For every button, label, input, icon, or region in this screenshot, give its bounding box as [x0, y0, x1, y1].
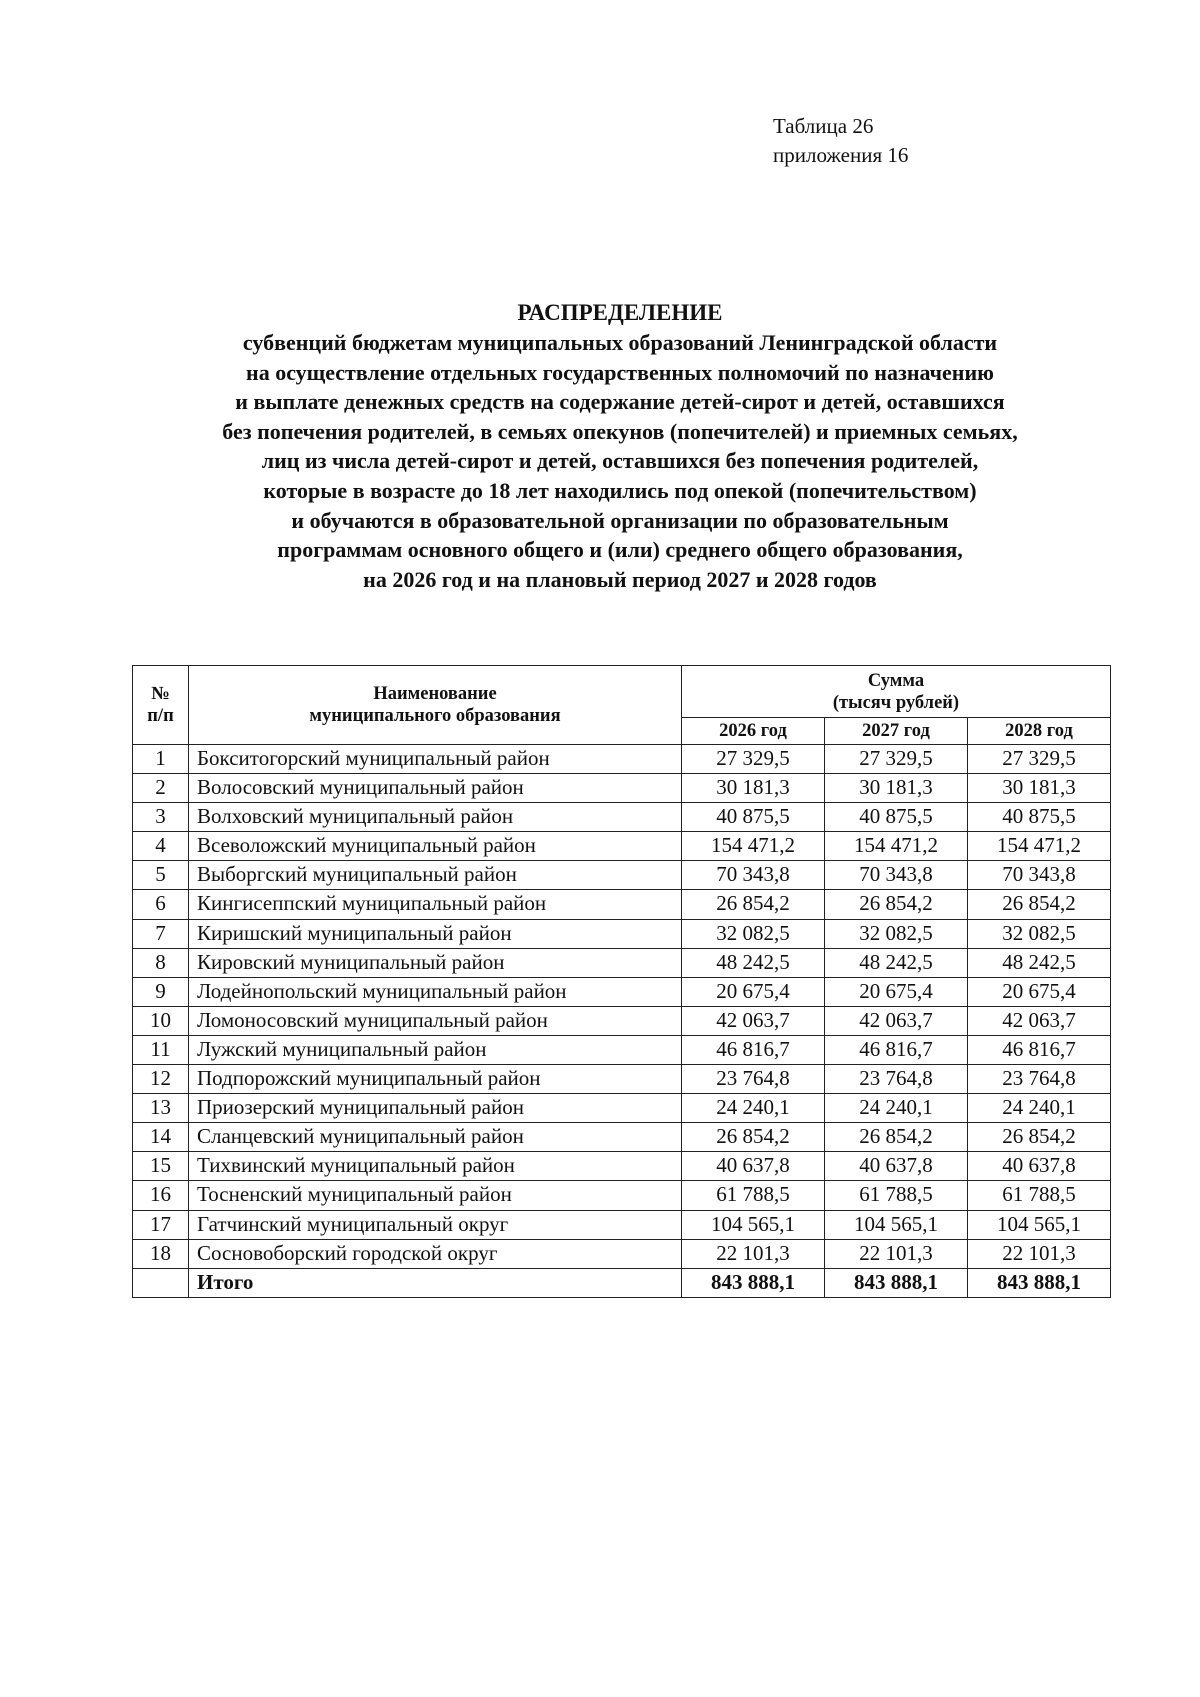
table-row	[133, 774, 1111, 803]
title-heading: РАСПРЕДЕЛЕНИЕ	[517, 300, 723, 325]
amount-2027: 61 788,5	[825, 1181, 968, 1210]
table-row	[133, 1210, 1111, 1239]
municipality-name: Лодейнопольский муниципальный район	[189, 977, 682, 1006]
municipality-name: Волховский муниципальный район	[189, 803, 682, 832]
row-number: 10	[133, 1006, 189, 1035]
amount-2028: 27 329,5	[968, 745, 1111, 774]
table-row	[133, 861, 1111, 890]
title-line: без попечения родителей, в семьях опекунов (попечителей) и приемных семьях,	[222, 418, 1018, 444]
amount-2026: 61 788,5	[682, 1181, 825, 1210]
document-title	[100, 298, 1140, 594]
row-number: 9	[133, 977, 189, 1006]
table-row	[133, 919, 1111, 948]
amount-2026: 32 082,5	[682, 919, 825, 948]
row-number: 3	[133, 803, 189, 832]
title-line: программам основного общего и (или) среднего общего образования,	[277, 537, 963, 563]
table-row	[133, 977, 1111, 1006]
amount-2026: 30 181,3	[682, 774, 825, 803]
row-number: 8	[133, 948, 189, 977]
amount-2028: 30 181,3	[968, 774, 1111, 803]
table-row	[133, 1239, 1111, 1268]
row-number: 5	[133, 861, 189, 890]
municipality-name: Выборгский муниципальный район	[189, 861, 682, 890]
table-row	[133, 1065, 1111, 1094]
municipality-name: Всеволожский муниципальный район	[189, 832, 682, 861]
reference-table-number: Таблица 26	[773, 114, 874, 138]
table-row	[133, 1006, 1111, 1035]
amount-2028: 154 471,2	[968, 832, 1111, 861]
total-2027: 843 888,1	[825, 1268, 968, 1297]
total-row	[133, 1268, 1111, 1297]
amount-2028: 40 637,8	[968, 1152, 1111, 1181]
row-number: 1	[133, 745, 189, 774]
amount-2028: 23 764,8	[968, 1065, 1111, 1094]
amount-2028: 46 816,7	[968, 1035, 1111, 1064]
municipality-name: Приозерский муниципальный район	[189, 1094, 682, 1123]
amount-2027: 70 343,8	[825, 861, 968, 890]
document-reference	[773, 112, 908, 170]
table-row	[133, 1123, 1111, 1152]
amount-2027: 23 764,8	[825, 1065, 968, 1094]
amount-2026: 27 329,5	[682, 745, 825, 774]
amount-2027: 30 181,3	[825, 774, 968, 803]
header-number-abbr: п/п	[147, 706, 174, 726]
amount-2027: 40 637,8	[825, 1152, 968, 1181]
amount-2027: 40 875,5	[825, 803, 968, 832]
amount-2028: 26 854,2	[968, 1123, 1111, 1152]
total-label: Итого	[189, 1268, 682, 1297]
amount-2026: 20 675,4	[682, 977, 825, 1006]
title-line: которые в возрасте до 18 лет находились под опекой (попечительством)	[263, 477, 977, 503]
table-row	[133, 832, 1111, 861]
amount-2028: 104 565,1	[968, 1210, 1111, 1239]
header-sum	[682, 666, 1111, 718]
amount-2026: 48 242,5	[682, 948, 825, 977]
amount-2028: 70 343,8	[968, 861, 1111, 890]
total-number-cell	[133, 1268, 189, 1297]
header-year-2028: 2028 год	[968, 718, 1111, 745]
amount-2027: 27 329,5	[825, 745, 968, 774]
subvention-distribution-table	[132, 665, 1111, 1298]
title-line: субвенций бюджетам муниципальных образований Ленинградской области	[242, 330, 998, 355]
amount-2026: 40 875,5	[682, 803, 825, 832]
amount-2028: 20 675,4	[968, 977, 1111, 1006]
row-number: 14	[133, 1123, 189, 1152]
amount-2028: 22 101,3	[968, 1239, 1111, 1268]
table-row	[133, 948, 1111, 977]
amount-2026: 26 854,2	[682, 1123, 825, 1152]
table-row	[133, 890, 1111, 919]
title-line: и обучаются в образовательной организации по образовательным	[291, 507, 949, 533]
row-number: 12	[133, 1065, 189, 1094]
reference-appendix-number: приложения 16	[773, 143, 909, 167]
municipality-name: Бокситогорский муниципальный район	[189, 745, 682, 774]
title-line: на 2026 год и на плановый период 2027 и 2028 годов	[363, 566, 877, 592]
total-2026: 843 888,1	[682, 1268, 825, 1297]
row-number: 18	[133, 1239, 189, 1268]
row-number: 4	[133, 832, 189, 861]
amount-2026: 70 343,8	[682, 861, 825, 890]
municipality-name: Тихвинский муниципальный район	[189, 1152, 682, 1181]
municipality-name: Подпорожский муниципальный район	[189, 1065, 682, 1094]
municipality-name: Ломоносовский муниципальный район	[189, 1006, 682, 1035]
amount-2026: 23 764,8	[682, 1065, 825, 1094]
amount-2026: 42 063,7	[682, 1006, 825, 1035]
table-row	[133, 745, 1111, 774]
amount-2026: 46 816,7	[682, 1035, 825, 1064]
amount-2027: 154 471,2	[825, 832, 968, 861]
amount-2027: 48 242,5	[825, 948, 968, 977]
header-sum-units: (тысяч рублей)	[832, 692, 960, 713]
header-name-line2: муниципального образования	[309, 706, 561, 726]
row-number: 7	[133, 919, 189, 948]
amount-2026: 24 240,1	[682, 1094, 825, 1123]
amount-2028: 42 063,7	[968, 1006, 1111, 1035]
municipality-name: Кировский муниципальный район	[189, 948, 682, 977]
amount-2027: 24 240,1	[825, 1094, 968, 1123]
amount-2026: 26 854,2	[682, 890, 825, 919]
amount-2028: 48 242,5	[968, 948, 1111, 977]
amount-2027: 32 082,5	[825, 919, 968, 948]
row-number: 2	[133, 774, 189, 803]
header-year-2026: 2026 год	[682, 718, 825, 745]
amount-2028: 40 875,5	[968, 803, 1111, 832]
title-line: и выплате денежных средств на содержание детей-сирот и детей, оставшихся	[235, 389, 1005, 415]
table-row	[133, 1035, 1111, 1064]
row-number: 15	[133, 1152, 189, 1181]
title-line: на осуществление отдельных государственных полномочий по назначению	[246, 359, 994, 385]
table-body	[133, 745, 1111, 1269]
row-number: 6	[133, 890, 189, 919]
table-row	[133, 1152, 1111, 1181]
row-number: 11	[133, 1035, 189, 1064]
row-number: 13	[133, 1094, 189, 1123]
municipality-name: Сосновоборский городской округ	[189, 1239, 682, 1268]
header-sum-line1: Сумма	[867, 670, 925, 691]
amount-2027: 104 565,1	[825, 1210, 968, 1239]
amount-2027: 46 816,7	[825, 1035, 968, 1064]
total-2028: 843 888,1	[968, 1268, 1111, 1297]
table-row	[133, 1181, 1111, 1210]
header-number	[133, 666, 189, 745]
municipality-name: Сланцевский муниципальный район	[189, 1123, 682, 1152]
header-number-symbol: №	[151, 684, 170, 704]
amount-2028: 24 240,1	[968, 1094, 1111, 1123]
municipality-name: Волосовский муниципальный район	[189, 774, 682, 803]
municipality-name: Гатчинский муниципальный округ	[189, 1210, 682, 1239]
amount-2027: 26 854,2	[825, 890, 968, 919]
header-name	[189, 666, 682, 745]
amount-2027: 26 854,2	[825, 1123, 968, 1152]
header-name-line1: Наименование	[373, 684, 497, 704]
municipality-name: Тосненский муниципальный район	[189, 1181, 682, 1210]
amount-2027: 22 101,3	[825, 1239, 968, 1268]
amount-2027: 42 063,7	[825, 1006, 968, 1035]
title-line: лиц из числа детей-сирот и детей, оставшихся без попечения родителей,	[261, 448, 979, 474]
header-year-2027: 2027 год	[825, 718, 968, 745]
amount-2027: 20 675,4	[825, 977, 968, 1006]
municipality-name: Лужский муниципальный район	[189, 1035, 682, 1064]
amount-2028: 61 788,5	[968, 1181, 1111, 1210]
table-row	[133, 803, 1111, 832]
table-row	[133, 1094, 1111, 1123]
municipality-name: Кингисеппский муниципальный район	[189, 890, 682, 919]
amount-2026: 104 565,1	[682, 1210, 825, 1239]
municipality-name: Киришский муниципальный район	[189, 919, 682, 948]
amount-2028: 32 082,5	[968, 919, 1111, 948]
row-number: 17	[133, 1210, 189, 1239]
amount-2028: 26 854,2	[968, 890, 1111, 919]
amount-2026: 22 101,3	[682, 1239, 825, 1268]
amount-2026: 154 471,2	[682, 832, 825, 861]
row-number: 16	[133, 1181, 189, 1210]
amount-2026: 40 637,8	[682, 1152, 825, 1181]
